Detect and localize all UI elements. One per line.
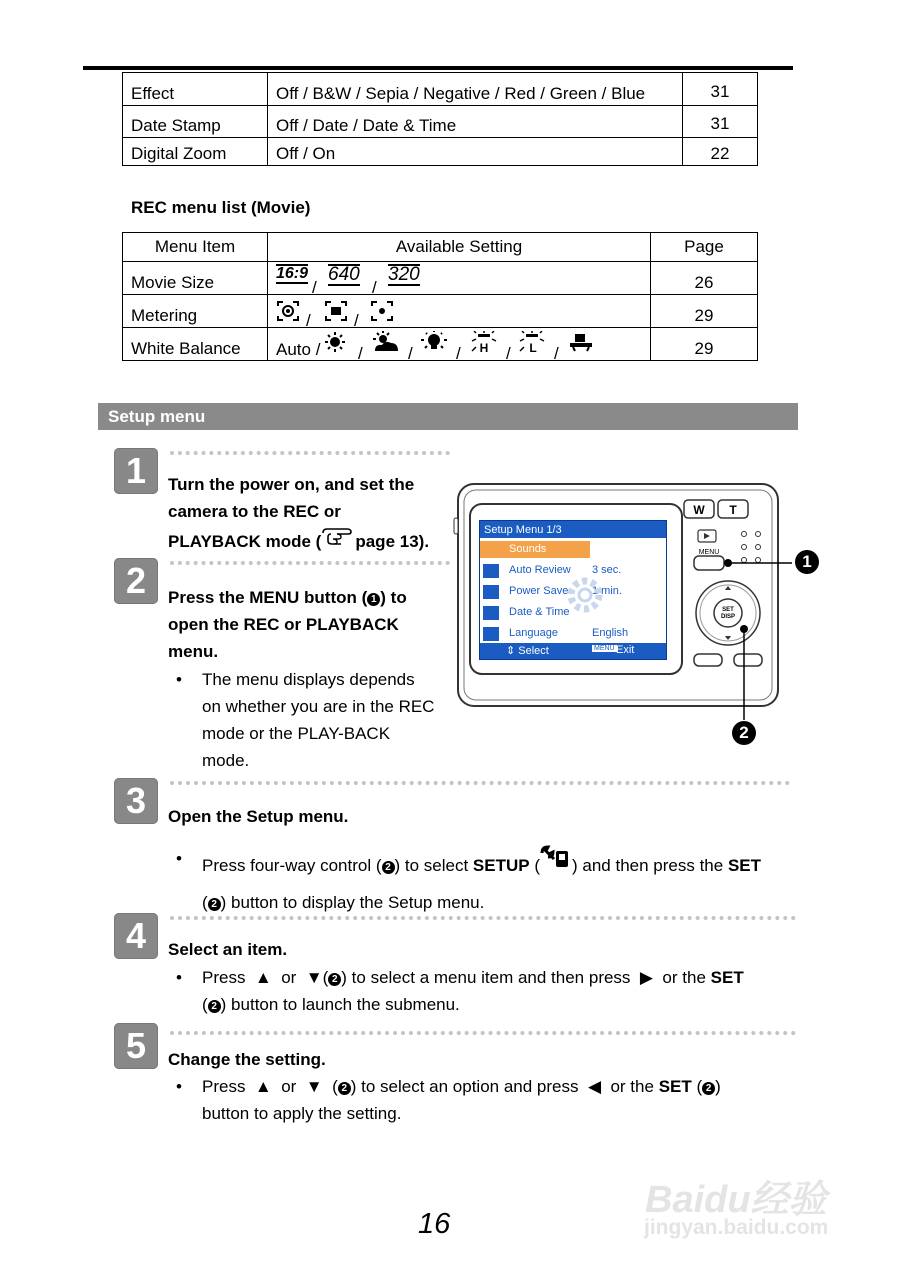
step-number-1: 1 [114,448,158,494]
text: ( [696,1077,703,1096]
daylight-icon [322,331,348,353]
bullet-line: button to apply the setting. [202,1104,402,1123]
svg-text:T: T [729,503,737,517]
custom-wb-icon [568,332,594,352]
bullet-line [202,964,802,991]
up-arrow-icon: ▲ [254,968,272,987]
bullet-line [202,845,802,879]
gear-icon [562,572,608,618]
table-row [123,262,758,295]
table-row [123,106,758,138]
divider [170,451,450,455]
up-arrow-icon: ▲ [254,1077,272,1096]
step-1-line: camera to the REC or [168,502,341,521]
step-5-heading: Change the setting. [168,1050,326,1069]
text: or the [662,968,706,987]
white-balance-icons [268,328,651,361]
page-cell: 31 [683,73,758,106]
rec-movie-title: REC menu list (Movie) [131,198,311,217]
auto-review-icon [483,564,499,578]
text: Press four-way control ( [202,856,382,875]
callout-2: 2 [732,721,756,745]
text: ) and then press the [572,856,728,875]
separator: / [408,344,413,363]
table-row [123,73,758,106]
divider [170,916,796,920]
size-640-icon: 640 [328,264,360,285]
text: ) to select an option and press [350,1077,579,1096]
callout-1: 1 [795,550,819,574]
step-1-text [168,471,429,555]
screen-footer-select: ⇕ Select [506,645,549,657]
setting-cell: Off / Date / Date & Time [268,106,683,138]
header-menu-item: Menu Item [123,233,268,262]
step-number-3: 3 [114,778,158,824]
text: or the [610,1077,654,1096]
baidu-watermark-url: jingyan.baidu.com [644,1216,829,1239]
callout-2-icon: 2 [208,898,221,911]
down-arrow-icon: ▼ [305,1077,323,1096]
separator: / [306,311,311,330]
text: ( [332,1077,338,1096]
text: page 13). [355,532,430,551]
menu-item-cell: Metering [123,295,268,328]
table-row [123,328,758,361]
date-time-icon [483,606,499,620]
screen-value-power-save: 1 min. [592,585,622,597]
divider [170,561,450,565]
separator: / [554,344,559,363]
svg-text:SET: SET [722,607,734,613]
screen-item-language: Language [509,627,558,639]
menu-item-cell: Effect [123,73,268,106]
rec-still-table-continued [122,72,758,166]
text: ( [529,856,540,875]
step-4-bullet [176,964,802,1018]
bullet-line: ( 2 ) button to display the Setup menu. [202,893,485,912]
text: ) to select a menu item and then press [341,968,631,987]
tungsten-icon [420,331,448,353]
fluorescent-h-icon [470,331,498,353]
bullet-line: Press ▲ or ▼ ( 2 ) to select an option and press ◀ or the SET ( 2 ) [202,1077,721,1096]
wb-auto-label: Auto / [276,340,321,359]
menu-item-cell: Date Stamp [123,106,268,138]
text: or [281,968,297,987]
menu-item-cell: White Balance [123,328,268,361]
section-bar-setup-menu [98,403,798,430]
table-row [123,138,758,166]
step-2-line [168,584,407,611]
pointing-hand-icon [321,525,355,545]
bullet-icon: • [176,1077,182,1096]
separator: / [456,344,461,363]
screen-list [480,538,666,643]
camera-screen [479,520,667,660]
header-page: Page [651,233,758,262]
setting-cell: Off / B&W / Sepia / Negative / Red / Green / Blue [268,73,683,106]
text: ( [322,968,329,987]
separator: / [354,311,359,330]
menu-key-icon: MENU [594,645,615,652]
bullet-icon: • [176,849,182,868]
text: or [281,1077,297,1096]
step-1-line: Turn the power on, and set the [168,475,415,494]
svg-text:DISP: DISP [720,614,736,620]
page-cell: 22 [683,138,758,166]
screen-item-power-save: Power Save [509,585,569,597]
left-arrow-icon: ◀ [587,1077,602,1096]
step-2-text [168,584,407,665]
page-cell: 31 [683,106,758,138]
metering-center-icon [324,300,348,322]
text: PLAYBACK mode ( [168,532,322,551]
screen-item-date-time: Date & Time [509,606,570,618]
bullet-line: mode. [202,751,250,770]
power-save-icon [483,585,499,599]
bullet-line: mode or the PLAY-BACK [202,724,391,743]
text: ) button to launch the submenu. [220,995,460,1014]
step-2-bullet [176,666,435,774]
step-5-bullet [176,1073,802,1127]
screen-footer-exit: Exit [616,644,635,656]
bullet-line: on whether you are in the REC [202,697,435,716]
size-16-9-icon: 16:9 [276,265,309,282]
callout-2-icon: 2 [382,861,395,874]
step-2-line: open the REC or PLAYBACK [168,615,399,634]
separator: / [312,278,317,297]
cloudy-icon [372,331,400,353]
text: ) to [380,588,407,607]
step-2-line: menu. [168,642,219,661]
callout-2-icon: 2 [702,1082,715,1095]
svg-text:W: W [693,503,705,517]
table-row [123,295,758,328]
step-3-heading: Open the Setup menu. [168,807,349,826]
page-number: 16 [418,1208,451,1240]
text: ) to select [394,856,473,875]
callout-1-icon: 1 [367,593,380,606]
header-available-setting: Available Setting [268,233,651,262]
rec-movie-table [122,232,758,361]
sound-icon [483,542,505,557]
text: Press [202,968,246,987]
size-320-icon: 320 [388,264,420,285]
step-number-4: 4 [114,913,158,959]
divider [170,781,790,785]
section-title: Setup menu [108,407,206,426]
step-number-5: 5 [114,1023,158,1069]
separator: / [372,278,377,297]
bullet-line: The menu displays depends [202,670,415,689]
metering-average-icon [370,300,394,322]
metering-icons [268,295,651,328]
text: Press the MENU button ( [168,588,368,607]
metering-spot-icon [276,300,300,322]
text: SETUP [472,856,530,875]
table-header-row [123,233,758,262]
step-3-bullet [176,845,802,916]
text: Select [518,645,549,657]
baidu-watermark-logo: Baidu经验 [645,1179,827,1221]
down-arrow-icon: ▼ [305,968,323,987]
page-cell: 29 [651,295,758,328]
bullet-line: ( 2 ) button to launch the submenu. [202,995,460,1014]
menu-item-cell: Movie Size [123,262,268,295]
text: SET [658,1077,692,1096]
setting-cell: Off / On [268,138,683,166]
separator: / [358,344,363,363]
svg-text:H: H [479,341,489,353]
callout-2-icon: 2 [328,973,341,986]
separator: / [506,344,511,363]
fluorescent-l-icon [518,331,546,353]
screen-value-language: English [592,627,629,639]
svg-text:L: L [529,341,537,353]
text: Press [202,1077,246,1096]
header-rule [83,66,793,70]
text: SET [727,856,761,875]
divider [170,1031,796,1035]
svg-text:MENU: MENU [698,549,720,556]
step-4-heading: Select an item. [168,940,288,959]
callout-2-icon: 2 [338,1082,351,1095]
camera-illustration [452,474,792,744]
screen-title: Setup Menu 1/3 [484,524,562,536]
text: ) button to display the Setup menu. [220,893,485,912]
menu-item-cell: Digital Zoom [123,138,268,166]
bullet-icon: • [176,968,182,987]
right-arrow-icon: ▶ [639,968,653,987]
page-cell: 26 [651,262,758,295]
page-cell: 29 [651,328,758,361]
text: SET [710,968,744,987]
screen-value-auto-review: 3 sec. [592,564,622,576]
language-icon [483,627,499,641]
step-number-2: 2 [114,558,158,604]
screen-item-auto-review: Auto Review [509,564,571,576]
screen-item-sounds: Sounds [509,543,547,555]
bullet-icon: • [176,670,182,689]
step-1-line [168,525,429,555]
callout-2-icon: 2 [208,1000,221,1013]
movie-size-icons [268,262,651,295]
setup-wrench-icon [540,845,572,869]
